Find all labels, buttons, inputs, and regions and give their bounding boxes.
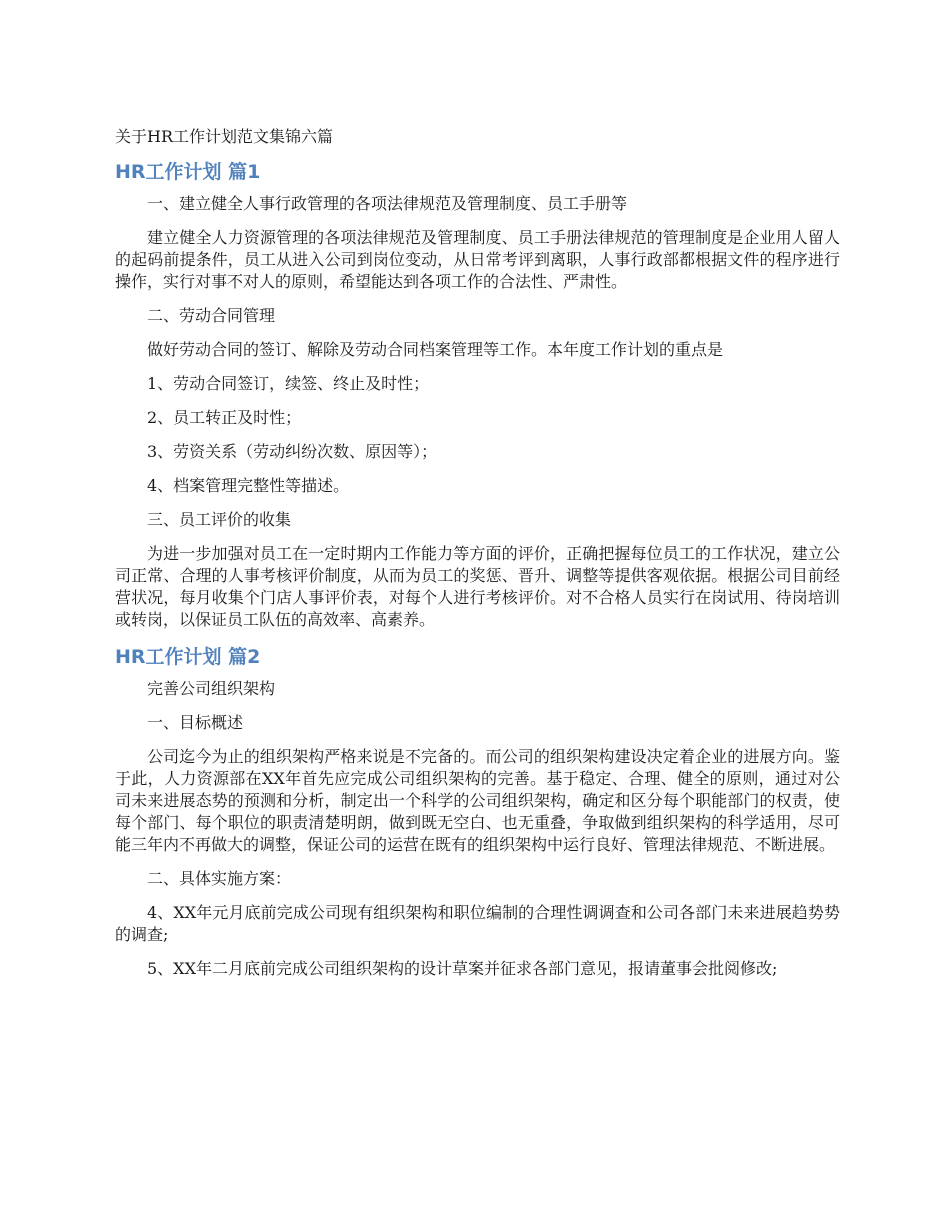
document-title: 关于HR工作计划范文集锦六篇 [115, 127, 334, 146]
list-item: 4、档案管理完整性等描述。 [147, 476, 350, 495]
section-heading: HR工作计划 篇2 [115, 646, 261, 668]
paragraph: 一、目标概述 [147, 713, 244, 732]
paragraph: 三、员工评价的收集 [147, 510, 292, 529]
list-item: 1、劳动合同签订，续签、终止及时性； [147, 374, 430, 393]
section-1 [115, 158, 840, 631]
paragraph: 做好劳动合同的签订、解除及劳动合同档案管理等工作。本年度工作计划的重点是 [147, 340, 724, 359]
list-item: 2、员工转正及时性； [147, 408, 302, 427]
document-content [115, 124, 840, 992]
paragraph: 为进一步加强对员工在一定时期内工作能力等方面的评价，正确把握每位员工的工作状况，建立公司正常、合理的人事考核评价制度，从而为员工的奖惩、晋升、调整等提供客观依据。根据公司目前经营状况，每月收集个门店人事评价表，对每个人进行考核评价。对不合格人员实行在岗试用、待岗培训或转岗，以保证员工队伍的高效率、高素养。 [115, 544, 840, 629]
paragraph: 一、建立健全人事行政管理的各项法律规范及管理制度、员工手册等 [147, 194, 628, 213]
paragraph: 公司迄今为止的组织架构严格来说是不完备的。而公司的组织架构建设决定着企业的进展方向。鉴于此，人力资源部在XX年首先应完成公司组织架构的完善。基于稳定、合理、健全的原则，通过对公司未来进展态势的预测和分析，制定出一个科学的公司组织架构，确定和区分每个职能部门的权责，使每个部门、每个职位的职责清楚明朗，做到既无空白、也无重叠，争取做到组织架构的科学适用，尽可能三年内不再做大的调整，保证公司的运营在既有的组织架构中运行良好、管理法律规范、不断进展。 [115, 747, 840, 854]
list-item: 5、XX年二月底前完成公司组织架构的设计草案并征求各部门意见，报请董事会批阅修改; [147, 959, 778, 978]
list-item: 3、劳资关系（劳动纠纷次数、原因等）； [147, 442, 438, 461]
paragraph: 完善公司组织架构 [147, 679, 276, 698]
paragraph: 二、具体实施方案： [147, 869, 292, 888]
list-item: 4、XX年元月底前完成公司现有组织架构和职位编制的合理性调调查和公司各部门未来进展趋势势的调查; [115, 903, 840, 944]
section-heading: HR工作计划 篇1 [115, 161, 261, 183]
section-2 [115, 643, 840, 980]
paragraph: 建立健全人力资源管理的各项法律规范及管理制度、员工手册法律规范的管理制度是企业用人留人的起码前提条件，员工从进入公司到岗位变动，从日常考评到离职，人事行政部都根据文件的程序进行操作，实行对事不对人的原则，希望能达到各项工作的合法性、严肃性。 [115, 228, 840, 291]
paragraph: 二、劳动合同管理 [147, 306, 276, 325]
